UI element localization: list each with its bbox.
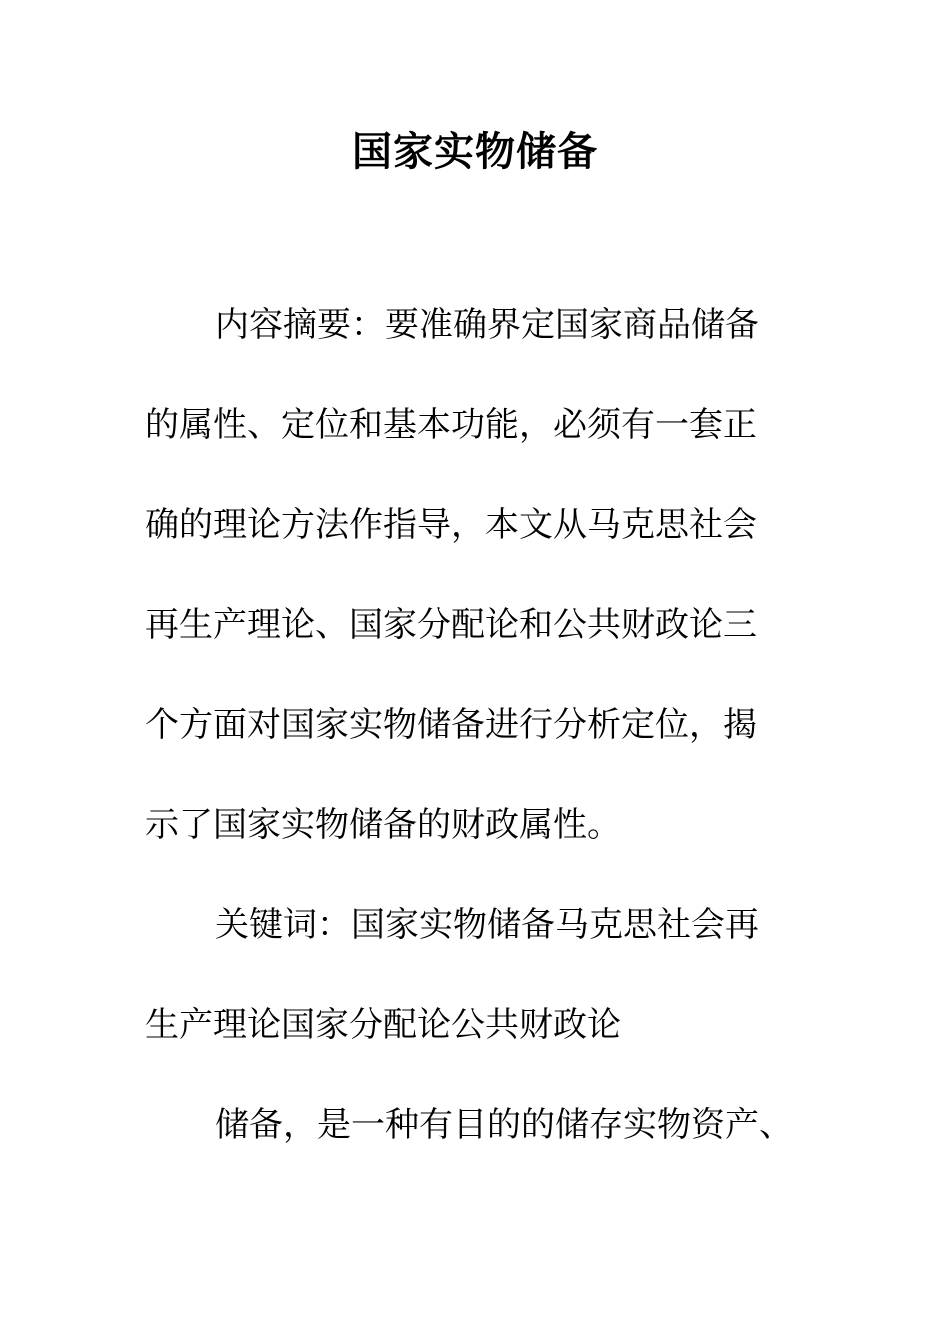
abstract-line-3: 确的理论方法作指导，本文从马克思社会 (145, 505, 757, 545)
keywords-line-2: 生产理论国家分配论公共财政论 (145, 1005, 621, 1045)
abstract-line-6: 示了国家实物储备的财政属性。 (145, 805, 621, 845)
abstract-line-2: 的属性、定位和基本功能，必须有一套正 (145, 405, 757, 445)
document-title: 国家实物储备 (352, 128, 598, 175)
body-paragraph-line-1: 储备，是一种有目的的储存实物资产、 (215, 1105, 793, 1145)
abstract-line-4: 再生产理论、国家分配论和公共财政论三 (145, 605, 757, 645)
abstract-line-5: 个方面对国家实物储备进行分析定位，揭 (145, 705, 757, 745)
abstract-line-1: 内容摘要：要准确界定国家商品储备 (215, 305, 759, 345)
keywords-line-1: 关键词：国家实物储备马克思社会再 (215, 905, 759, 945)
